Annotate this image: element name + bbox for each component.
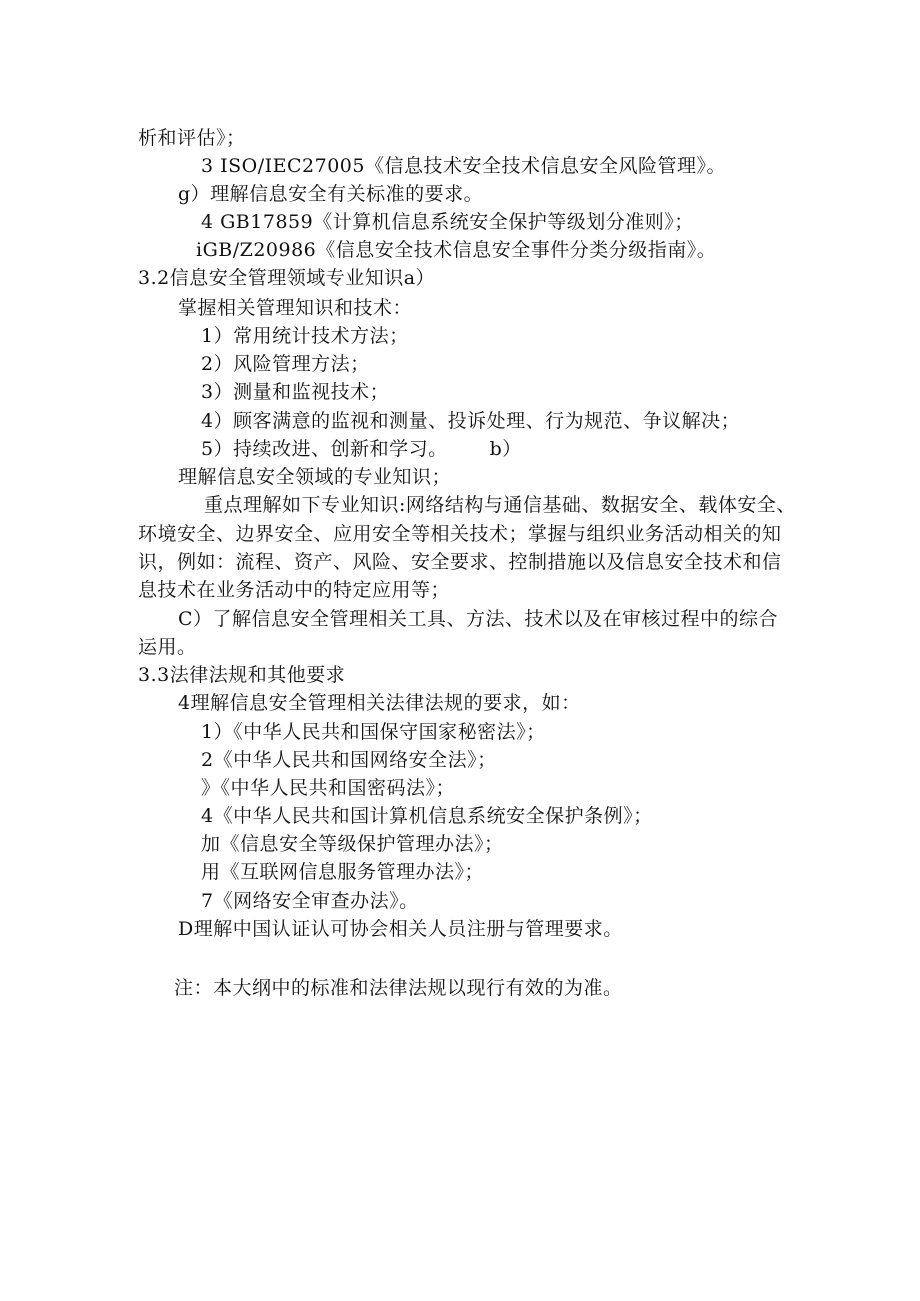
paragraph-line: 运用。 bbox=[138, 636, 197, 658]
text-line: 4理解信息安全管理相关法律法规的要求，如： bbox=[178, 692, 581, 714]
paragraph-line: 重点理解如下专业知识:网络结构与通信基础、数据安全、载体安全、 bbox=[204, 494, 796, 516]
list-item: 4）顾客满意的监视和测量、投诉处理、行为规范、争议解决； bbox=[201, 410, 741, 432]
text-line: 析和评估》； bbox=[138, 127, 246, 149]
paragraph-line: 息技术在业务活动中的特定应用等； bbox=[138, 579, 451, 601]
paragraph-line: 环境安全、边界安全、应用安全等相关技术；掌握与组织业务活动相关的知 bbox=[138, 523, 782, 545]
section-heading: 3.3法律法规和其他要求 bbox=[138, 664, 346, 686]
text-line: 掌握相关管理知识和技术： bbox=[178, 297, 413, 319]
list-item bbox=[201, 437, 522, 461]
list-item: 2《中华人民共和国网络安全法》； bbox=[201, 749, 497, 771]
list-item: 用《互联网信息服务管理办法》； bbox=[201, 861, 485, 883]
list-item: 7《网络安全审查办法》。 bbox=[201, 890, 419, 912]
text-line: g）理解信息安全有关标准的要求。 bbox=[178, 183, 484, 205]
list-item: 3）测量和监视技术； bbox=[201, 381, 390, 403]
list-item: 2）风险管理方法； bbox=[201, 353, 370, 375]
text-line: 理解信息安全领域的专业知识； bbox=[178, 466, 452, 488]
text-line: D理解中国认证认可协会相关人员注册与管理要求。 bbox=[178, 918, 623, 940]
list-item: 加《信息安全等级保护管理办法》； bbox=[201, 833, 504, 855]
list-item: 1）常用统计技术方法； bbox=[201, 325, 409, 347]
list-item-text: 5）持续改进、创新和学习。 bbox=[201, 438, 448, 460]
list-item: 4《中华人民共和国计算机信息系统安全保护条例》； bbox=[201, 805, 653, 827]
text-line: 4 GB17859《计算机信息系统安全保护等级划分准则》； bbox=[201, 211, 694, 233]
text-line: iGB/Z20986《信息安全技术信息安全事件分类分级指南》。 bbox=[196, 239, 717, 261]
footnote: 注：本大纲中的标准和法律法规以现行有效的为准。 bbox=[174, 977, 623, 999]
list-item: 》《中华人民共和国密码法》； bbox=[201, 777, 456, 799]
text-line: 3 ISO/IEC27005《信息技术安全技术信息安全风险管理》。 bbox=[201, 155, 726, 177]
paragraph-line: 识，例如：流程、资产、风险、安全要求、控制措施以及信息安全技术和信 bbox=[138, 551, 782, 573]
list-item: 1）《中华人民共和国保守国家秘密法》； bbox=[201, 721, 546, 743]
paragraph-line: C）了解信息安全管理相关工具、方法、技术以及在审核过程中的综合 bbox=[178, 608, 779, 630]
section-heading: 3.2信息安全管理领域专业知识a） bbox=[138, 267, 436, 289]
list-marker: b） bbox=[489, 438, 522, 460]
